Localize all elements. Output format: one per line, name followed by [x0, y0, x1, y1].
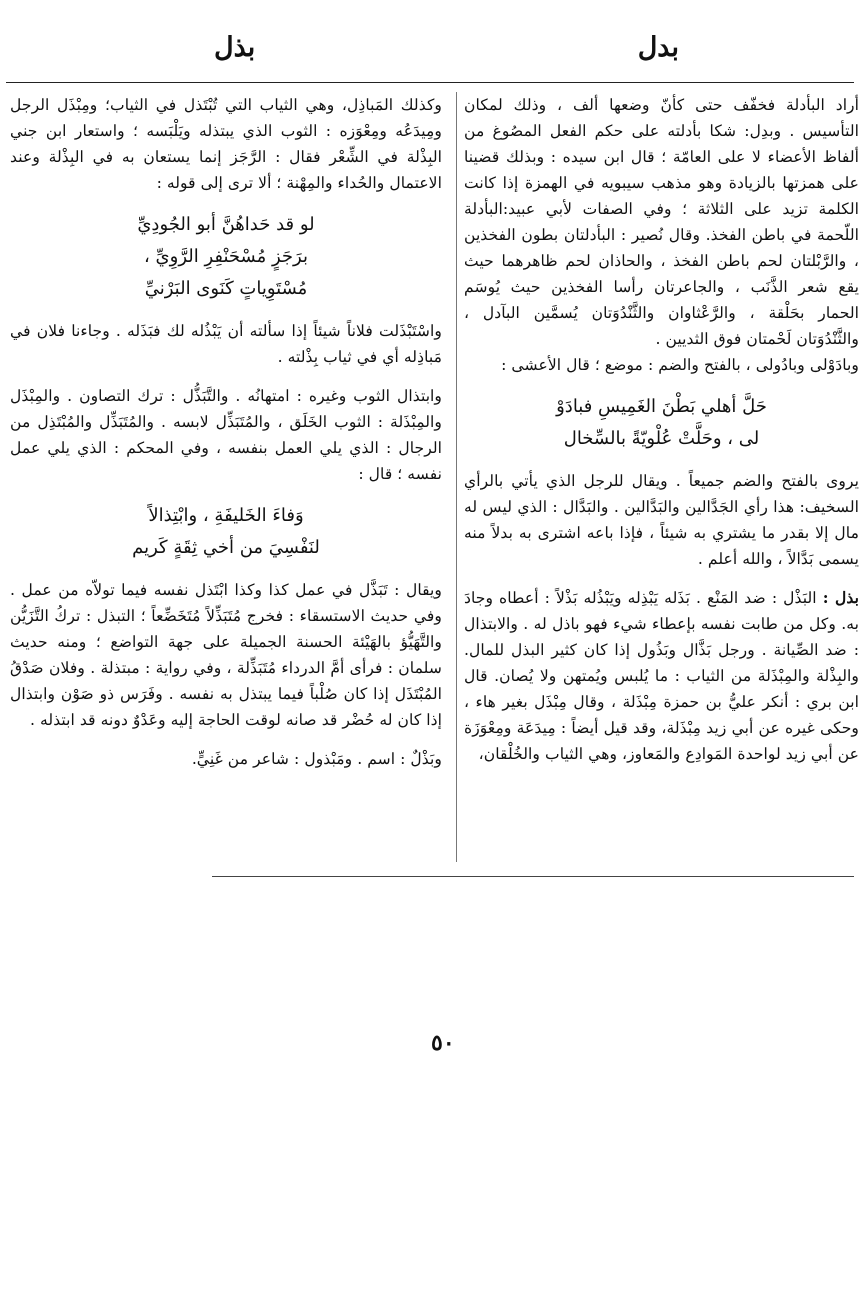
- left-verse-line-4: وَفاءَ الخَليفَةِ ، وابْتِذالاً: [148, 505, 304, 526]
- left-paragraph-4: ويقال : تَبَذَّل في عمل كذا وكذا ابْتَذل نفسه فيما تولاّه من عمل . وفي حديث الاستسقاء : فخرج مُتَبَذِّلاً مُتَخَضِّعاً ؛ التبذل : تركُ التَّزَيُّن والتَّهَيُّؤ بالهَيْئة الحسنة الجميلة على جهة التواضع ؛ ومنه حديث سلمان : فرأى أمَّ الدرداء مُتَبَذِّلة ، وفي رواية : مبتذلة . وفلان صَدْقُ المُبْتَذَل إذا كان صُلْباً فيما يبتذل به نفسه . وفَرَس ذو صَوْن وابتذال إذا كان له حُضْر قد صانه لوقت الحاجة إليه وعَدْوٌ دونه قد ابتذله .: [10, 580, 442, 729]
- right-paragraph-3: يروى بالفتح والضم جميعاً . ويقال للرجل الذي يأتي بالرأي السخيف: هذا رأي الجَدَّالين والبَدَّالين . والبَدَّال : الذي ليس له مال إلا بقدر ما يشتري به شيئاً ، فإذا باعه اشترى به بدلاً منه يسمى بَدَّالاً ، والله أعلم .: [464, 471, 859, 568]
- spacer: [10, 305, 442, 318]
- entry-headword: بذل :: [822, 588, 859, 607]
- page-number: ٥٠: [431, 1030, 455, 1056]
- right-paragraph-2: وبادَوْلى وبادُولى ، بالفتح والضم : موضع ؛ قال الأعشى :: [501, 355, 859, 374]
- left-verse-line-1: لو قد حَداهُنَّ أبو الجُودِيِّ: [137, 214, 315, 235]
- right-headword: بدل: [637, 32, 679, 63]
- left-verse-line-3: مُسْتَوِياتٍ كَنَوى البَرْنيِّ: [144, 278, 308, 299]
- left-verse-line-5: لنَفْسِيَ من أخي ثِقَةٍ كَريم: [132, 537, 320, 558]
- spacer: [10, 487, 442, 500]
- column-divider: [456, 92, 457, 862]
- spacer: [464, 572, 859, 585]
- left-column: [10, 92, 442, 872]
- spacer: [10, 564, 442, 577]
- left-paragraph-3: وابتذال الثوب وغيره : امتهانُه . والتَّبَذُّل : ترك التصاون . والمِبْذَل والمِبْذَلة : الثوب الخَلَق ، والمُتَبَذِّل لابسه . والمُتَبَذِّل والمُبْتَذِل من الرجال : الذي يلي العمل بنفسه ، وفي المحكم : الذي يلي عمل نفسه ؛ قال :: [10, 386, 442, 483]
- entry-paragraph: [464, 585, 859, 767]
- right-column: [464, 92, 859, 872]
- entry-text: البَذْل : ضد المَنْع . بَذَله يَبْذِله ويَبْذُله بَذْلاً : أعطاه وجادَ به. وكل من طابت نفسه بإعطاء شيء فهو باذل له . والابتذال : ضد الصِّيانة . ورجل بَذَّال وبَذُول إذا كان كثير البذل للمال. والبِذْلة والمِبْذَلة من الثياب : ما يُلبس ويُمتهن ولا يُصان. قال ابن بري : أنكر عليُّ بن حمزة مِبْذَلة ، وقال مِبْذَل بغير هاء ، وحكى غيره عن أبي زيد مِبْذَلة، وقد قيل أيضاً : مِيدَعَة ومِعْوَزَة عن أبي زيد لواحدة المَوادِع والمَعاوز، وهي الثياب والخُلْقان،: [464, 588, 859, 763]
- left-verse-line-2: برَجَزٍ مُسْحَنْفِرِ الرَّوِيِّ ،: [144, 246, 308, 267]
- right-verse-line-2: لى ، وحَلَّتْ عُلْويّةً بالسِّخال: [563, 428, 760, 449]
- spacer: [464, 455, 859, 468]
- left-paragraph-1: وكذلك المَباذِل، وهي الثياب التي تُبْتَذل في الثياب؛ ومِبْذَل الرجل ومِيدَعُه ومِعْوَزه : الثوب الذي يبتذله ويَلْبَسه ؛ واستعار ابن جني البِذْلة في الشِّعْر فقال : الرَّجَز إنما يستعان به في البِذْلة وعند الاعتمال والحُداء والمِهْنة ؛ ألا ترى إلى قوله :: [10, 95, 442, 192]
- spacer: [10, 370, 442, 383]
- left-paragraph-5: وبَذْلٌ : اسم . ومَبْذول : شاعر من غَنِيٍّ.: [191, 749, 442, 768]
- right-verse-line-1: حَلَّ أهلي بَطْنَ الغَمِيسِ فبادَوْ: [556, 396, 767, 417]
- bottom-rule: [212, 876, 854, 877]
- top-rule: [6, 82, 854, 83]
- left-headword: بذل: [214, 32, 256, 63]
- spacer: [10, 733, 442, 746]
- spacer: [10, 196, 442, 209]
- right-paragraph-1: أراد البأدلة فخفّف حتى كأنّ وضعها ألف ، وذلك لمكان التأسيس . وبدِل: شكا بأدلته على حكم الفعل المصُوغ من ألفاظ الأعضاء لا على العامّة ؛ قال ابن سيده : وبذلك قضينا على همزتها بالزيادة وهو مذهب سيبويه في الهمزة إذا كانت الكلمة تزيد على الثلاثة ؛ وفي الصفات لأبي عبيد:البأدلة اللّحمة في باطن الفخذ. وقال نُصير : البأدلتان بطون الفخذين ، والرَّبْلتان لحم باطن الفخذ ، والحاذان لحم ظاهرهما حيث يقع شعر الذَّنَب ، والجاعرتان رأسا الفخذين حيث يُوسَم الحمار بحَلْقة ، والرَّعْثاوان والثَّنْدُوَتان يُسمَّين البآدل ، والثَّنْدُوَتان لَحْمتان فوق الثديين .: [464, 95, 859, 348]
- spacer: [464, 378, 859, 391]
- left-paragraph-2: واسْتَبْذَلت فلاناً شيئاً إذا سألته أن يَبْذُله لك فبَذَله . وجاءنا فلان في مَباذِله أي في ثياب بِذْلته .: [10, 321, 442, 366]
